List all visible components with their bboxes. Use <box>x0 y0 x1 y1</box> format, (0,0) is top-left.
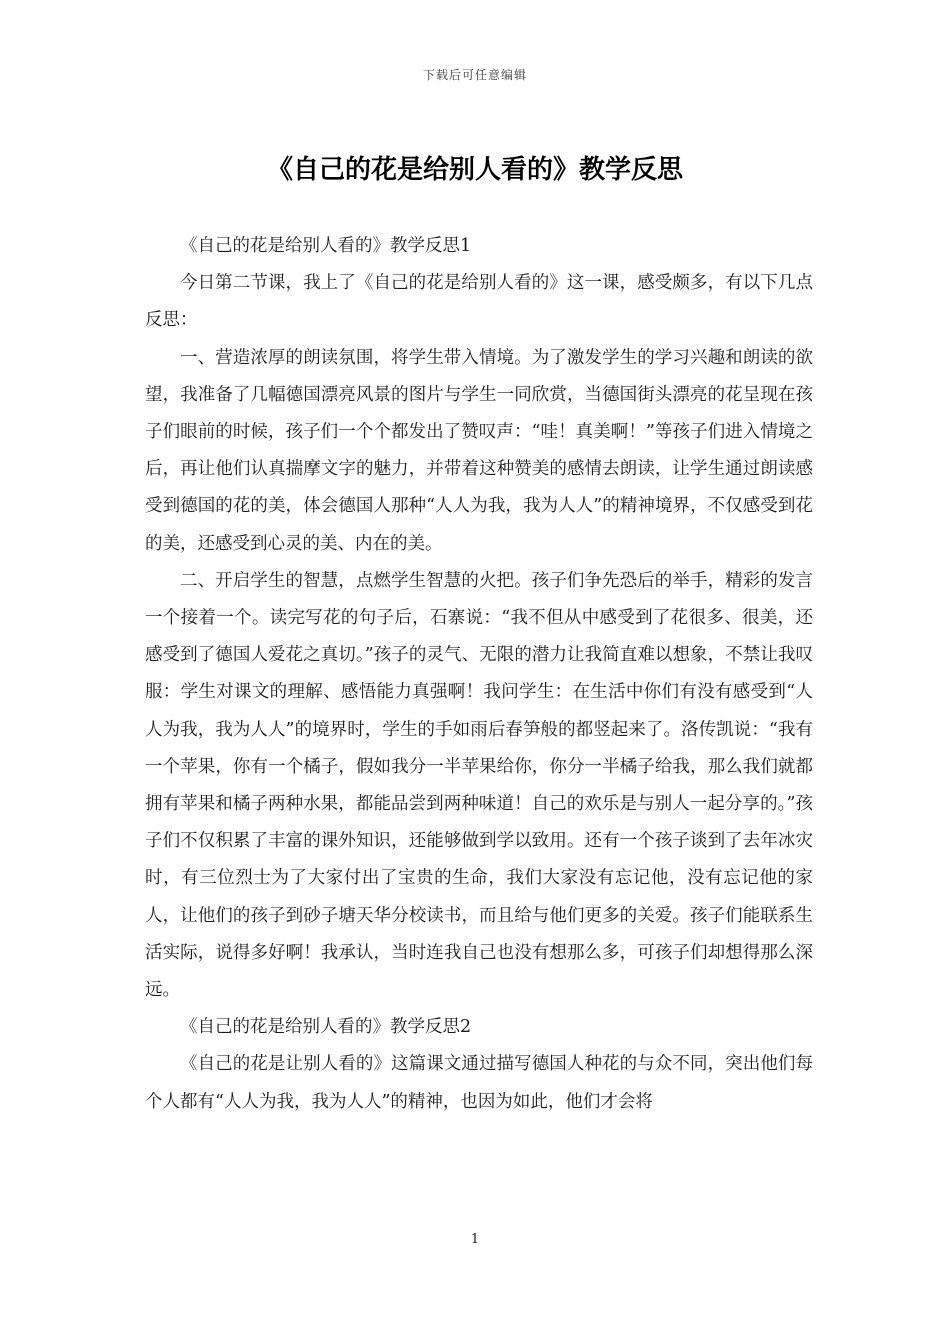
paragraph-point-2: 二、开启学生的智慧，点燃学生智慧的火把。孩子们争先恐后的举手，精彩的发言一个接着一个。读完写花的句子后，石寨说：“我不但从中感受到了花很多、很美，还感受到了德国人爱花之真切。”孩子的灵气、无限的潜力让我简直难以想象，不禁让我叹服：学生对课文的理解、感悟能力真强啊！我问学生：在生活中你们有没有感受到“人人为我，我为人人”的境界时，学生的手如雨后春笋般的都竖起来了。洛传凯说：“我有一个苹果，你有一个橘子，假如我分一半苹果给你，你分一半橘子给我，那么我们就都拥有苹果和橘子两种水果，都能品尝到两种味道！自己的欢乐是与别人一起分享的。”孩子们不仅积累了丰富的课外知识，还能够做到学以致用。还有一个孩子谈到了去年冰灾时，有三位烈士为了大家付出了宝贵的生命，我们大家没有忘记他，没有忘记他的家人，让他们的孩子到砂子塘天华分校读书，而且给与他们更多的关爱。孩子们能联系生活实际，说得多好啊！我承认，当时连我自己也没有想那么多，可孩子们却想得那么深远。 <box>145 570 813 1001</box>
section-heading-1: 《自己的花是给别人看的》教学反思1 <box>180 236 472 256</box>
section-heading-2: 《自己的花是给别人看的》教学反思2 <box>180 1017 472 1038</box>
paragraph-point-1: 一、营造浓厚的朗读氛围，将学生带入情境。为了激发学生的学习兴趣和朗读的欲望，我准备了几幅德国漂亮风景的图片与学生一同欣赏，当德国街头漂亮的花呈现在孩子们眼前的时候，孩子们一个个都发出了赞叹声：“哇！真美啊！”等孩子们进入情境之后，再让他们认真揣摩文字的魅力，并带着这种赞美的感情去朗读，让学生通过朗读感受到德国的花的美，体会德国人那种“人人为我，我为人人”的精神境界，不仅感受到花的美，还感受到心灵的美、内在的美。 <box>145 347 813 554</box>
header-note: 下载后可任意编辑 <box>422 68 527 82</box>
paragraph-intro: 今日第二节课，我上了《自己的花是给别人看的》这一课，感受颇多，有以下几点反思： <box>145 273 813 331</box>
document-title: 《自己的花是给别人看的》教学反思 <box>266 155 683 185</box>
page-number: 1 <box>470 1232 480 1247</box>
paragraph-section-2: 《自己的花是让别人看的》这篇课文通过描写德国人种花的与众不同，突出他们每个人都有“人人为我，我为人人”的精神，也因为如此，他们才会将 <box>145 1054 813 1112</box>
document-body <box>145 228 813 1121</box>
